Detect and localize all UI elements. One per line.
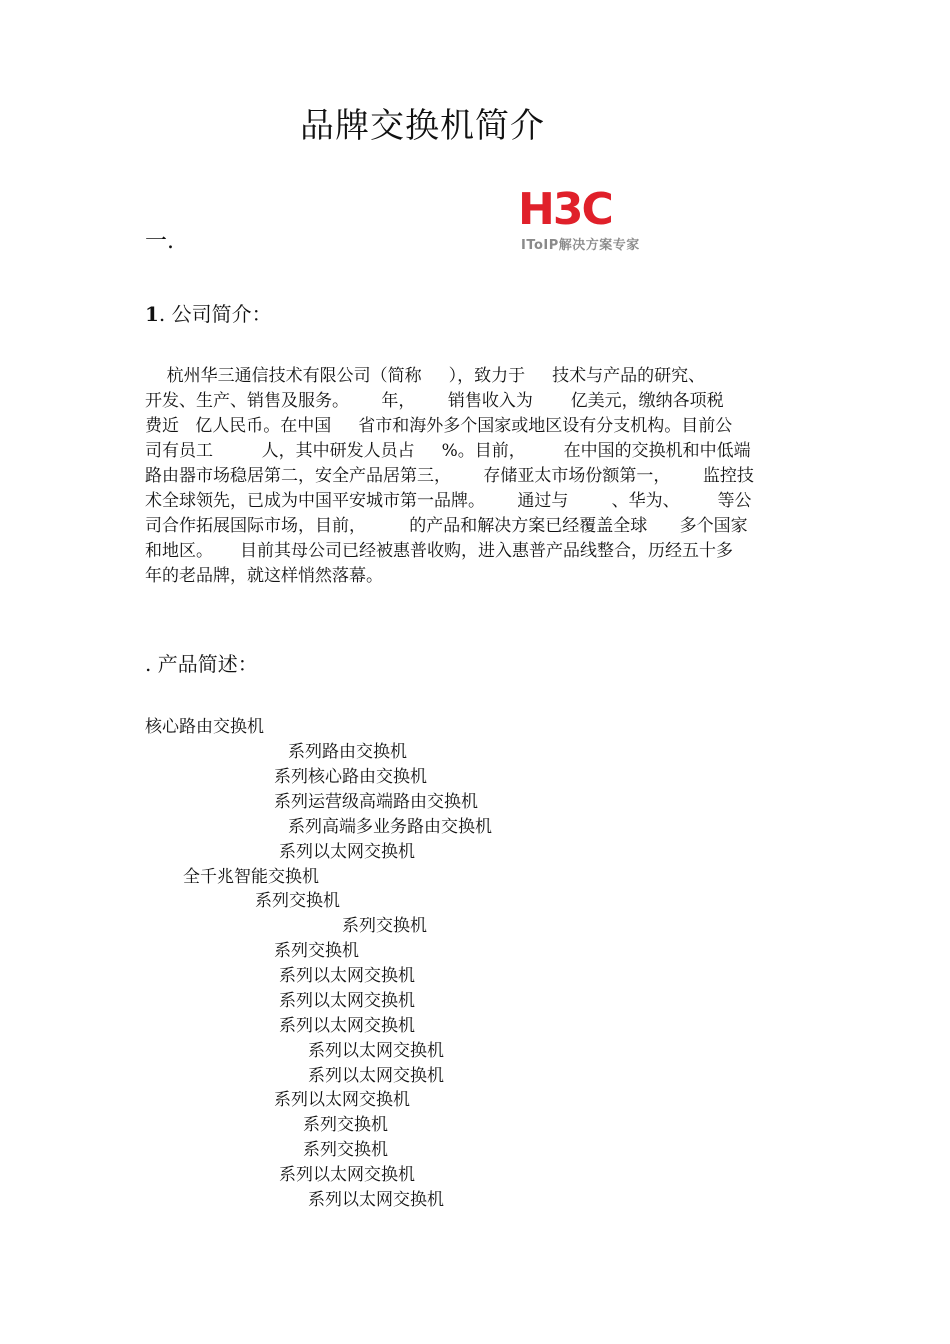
logo-mark: H3C — [518, 184, 612, 235]
product-item: 系列交换机 — [303, 1140, 388, 1160]
product-item: 系列以太网交换机 — [279, 1016, 415, 1036]
product-item: 系列以太网交换机 — [279, 842, 415, 862]
section-label: . 公司简介： — [158, 302, 272, 326]
product-item: 系列交换机 — [342, 916, 427, 936]
paragraph-line: 费近 亿人民币。在中国 省市和海外多个国家或地区设有分支机构。目前公 — [145, 416, 733, 436]
paragraph-line: 术全球领先，已成为中国平安城市第一品牌。 通过与 、华为、 等公 — [145, 491, 752, 511]
product-item: 全千兆智能交换机 — [183, 867, 319, 887]
paragraph-line: 开发、生产、销售及服务。 年， 销售收入为 亿美元，缴纳各项税 — [145, 391, 724, 411]
product-item: 系列以太网交换机 — [308, 1190, 444, 1210]
paragraph-line: 年的老品牌，就这样悄然落幕。 — [145, 566, 383, 586]
product-item: 核心路由交换机 — [145, 717, 264, 737]
product-item: 系列以太网交换机 — [274, 1090, 410, 1110]
product-item: 系列以太网交换机 — [279, 1165, 415, 1185]
product-item: 系列交换机 — [303, 1115, 388, 1135]
h3c-logo — [518, 184, 660, 254]
section-number: 1 — [145, 302, 159, 326]
product-item: 系列以太网交换机 — [308, 1041, 444, 1061]
product-item: 系列运营级高端路由交换机 — [274, 792, 478, 812]
product-item: 系列以太网交换机 — [279, 966, 415, 986]
section-2-heading: . 产品简述： — [145, 652, 258, 676]
paragraph-line: 司合作拓展国际市场，目前， 的产品和解决方案已经覆盖全球 多个国家 — [145, 516, 748, 536]
product-item: 系列以太网交换机 — [308, 1066, 444, 1086]
section-1-1-heading — [145, 298, 272, 327]
paragraph-line: 和地区。 目前其母公司已经被惠普收购，进入惠普产品线整合，历经五十多 — [145, 541, 734, 561]
company-intro-paragraph — [145, 364, 810, 589]
product-item: 系列交换机 — [255, 891, 340, 911]
product-item: 系列交换机 — [274, 941, 359, 961]
document-title: 品牌交换机简介 — [300, 106, 545, 146]
product-item: 系列核心路由交换机 — [274, 767, 427, 787]
product-item: 系列以太网交换机 — [279, 991, 415, 1011]
logo-tagline: IToIP解决方案专家 — [521, 238, 640, 253]
paragraph-line: 路由器市场稳居第二，安全产品居第三， 存储亚太市场份额第一， 监控技 — [145, 466, 754, 486]
paragraph-line: 杭州华三通信技术有限公司（简称 ），致力于 技术与产品的研究、 — [145, 366, 706, 386]
product-item: 系列高端多业务路由交换机 — [288, 817, 492, 837]
product-item: 系列路由交换机 — [288, 742, 407, 762]
section-1-heading: 一. — [145, 229, 174, 254]
paragraph-line: 司有员工 人，其中研发人员占 %。目前， 在中国的交换机和中低端 — [145, 441, 751, 461]
